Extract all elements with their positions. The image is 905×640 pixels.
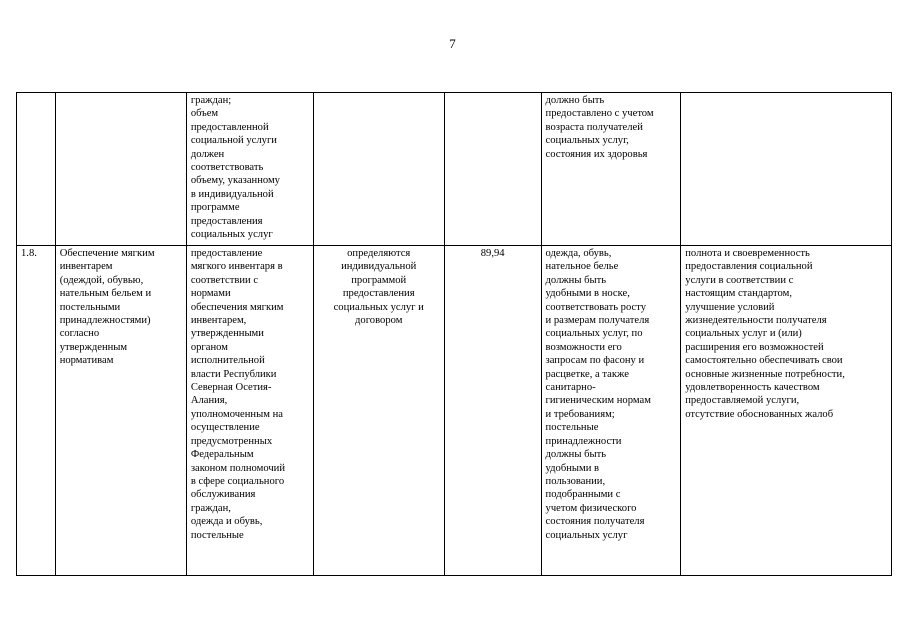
cell-text-line: органом bbox=[190, 341, 228, 353]
cell-text-line: нормативам bbox=[59, 355, 114, 367]
cell-text-line: соответствии с bbox=[190, 274, 259, 286]
cell-service-name bbox=[55, 93, 186, 246]
cell-text-line: и размерам получателя bbox=[545, 315, 650, 327]
cell-text-line: самостоятельно обеспечивать свои bbox=[685, 355, 843, 367]
cell-text-line: возможности его bbox=[545, 341, 622, 353]
cell-text-line: предоставлено с учетом bbox=[545, 108, 654, 120]
cell-text-line: улучшение условий bbox=[685, 301, 775, 313]
cell-text-line: нательным бельем и bbox=[59, 288, 152, 300]
cell-text-line: услуги в соответствии с bbox=[685, 274, 794, 286]
cell-text-line: принадлежности bbox=[545, 435, 622, 447]
cell-text-line: объему, указанному bbox=[190, 175, 280, 187]
cell-text-line: согласно bbox=[59, 328, 100, 340]
cell-number bbox=[17, 93, 56, 246]
cell-text-line: социальных услуг и (или) bbox=[685, 328, 802, 340]
cell-text-line: индивидуальной bbox=[341, 261, 417, 273]
cell-text-line: Северная Осетия- bbox=[190, 382, 272, 394]
cell-text-line: социальной услуги bbox=[190, 135, 277, 147]
cell-text-line: расцветке, а также bbox=[545, 368, 629, 380]
cell-text-line: должны быть bbox=[545, 274, 607, 286]
cell-term bbox=[313, 93, 444, 246]
cell-text-line: уполномоченным на bbox=[190, 408, 283, 420]
cell-text-line: удовлетворенность качеством bbox=[685, 382, 820, 394]
cell-text-line: программе bbox=[190, 202, 240, 214]
cell-text-line: предоставления социальной bbox=[685, 261, 813, 273]
table-row bbox=[17, 246, 892, 576]
table-row bbox=[17, 93, 892, 246]
cell-text-line: обслуживания bbox=[190, 489, 256, 501]
cell-text-line: должно быть bbox=[545, 95, 605, 106]
cell-text-line: принадлежностями) bbox=[59, 315, 151, 327]
cell-term bbox=[313, 246, 444, 576]
cell-text-line: в сфере социального bbox=[190, 475, 285, 487]
cell-evaluation bbox=[681, 246, 892, 576]
cell-evaluation bbox=[681, 93, 892, 246]
cell-text-line: подобранными с bbox=[545, 489, 621, 501]
cell-service-content bbox=[186, 93, 313, 246]
cell-text-line: расширения его возможностей bbox=[685, 341, 824, 353]
cell-text-line: осуществление bbox=[190, 422, 260, 434]
cell-text-line: основные жизненные потребности, bbox=[685, 368, 845, 380]
cell-text-line: санитарно- bbox=[545, 382, 596, 394]
cell-text-line: соответствовать росту bbox=[545, 301, 647, 313]
cell-text-line: утвержденным bbox=[59, 341, 128, 353]
cell-text-line: одежда и обувь, bbox=[190, 516, 263, 528]
cell-text-line: (одеждой, обувью, bbox=[59, 274, 144, 286]
cell-text-line: Федеральным bbox=[190, 449, 254, 461]
service-standards-table bbox=[16, 92, 892, 576]
cell-text-line: социальных услуг bbox=[545, 529, 628, 541]
cell-text-line: законом полномочий bbox=[190, 462, 286, 474]
cell-text-line: нормами bbox=[190, 288, 231, 300]
cell-text-line: удобными в bbox=[545, 462, 600, 474]
cell-text-line: предоставления bbox=[190, 215, 263, 227]
cell-text-line: программой bbox=[351, 274, 407, 286]
cell-text-line: и требованиям; bbox=[545, 408, 615, 420]
cell-text-line: пользовании, bbox=[545, 475, 606, 487]
cell-price bbox=[444, 246, 541, 576]
cell-text-line: исполнительной bbox=[190, 355, 265, 367]
cell-text-line: инвентарем bbox=[59, 261, 113, 273]
cell-price bbox=[444, 93, 541, 246]
cell-text-line: инвентарем, bbox=[190, 315, 247, 327]
cell-text-line: предоставленной bbox=[190, 121, 269, 133]
cell-text: 89,94 bbox=[480, 248, 505, 259]
cell-text-line: договором bbox=[355, 315, 403, 327]
cell-text-line: гигиеническим нормам bbox=[545, 395, 651, 407]
cell-text-line: Алания, bbox=[190, 395, 228, 407]
cell-text-line: объем bbox=[190, 108, 219, 120]
cell-text-line: удобными в носке, bbox=[545, 288, 630, 300]
cell-text-line: граждан, bbox=[190, 502, 231, 514]
cell-text-line: настоящим стандартом, bbox=[685, 288, 792, 300]
cell-text-line: обеспечения мягким bbox=[190, 301, 284, 313]
cell-text-line: определяются bbox=[347, 248, 411, 259]
cell-text-line: запросам по фасону и bbox=[545, 355, 645, 367]
cell-text-line: полнота и своевременность bbox=[685, 248, 810, 259]
cell-number bbox=[17, 246, 56, 576]
cell-text-line: постельные bbox=[545, 422, 599, 434]
cell-text-line: предоставления bbox=[342, 288, 415, 300]
cell-text-line: социальных услуг, по bbox=[545, 328, 643, 340]
cell-text-line: социальных услуг и bbox=[333, 301, 424, 313]
cell-text-line: предусмотренных bbox=[190, 435, 273, 447]
cell-text-line: должен bbox=[190, 148, 225, 160]
cell-quality bbox=[541, 93, 681, 246]
cell-service-content bbox=[186, 246, 313, 576]
cell-text-line: утвержденными bbox=[190, 328, 264, 340]
cell-text-line: власти Республики bbox=[190, 368, 277, 380]
cell-service-name bbox=[55, 246, 186, 576]
cell-text-line: постельными bbox=[59, 301, 121, 313]
cell-text-line: мягкого инвентаря в bbox=[190, 261, 283, 273]
cell-text-line: нательное белье bbox=[545, 261, 619, 273]
cell-text-line: социальных услуг bbox=[190, 229, 273, 241]
cell-text-line: постельные bbox=[190, 529, 244, 541]
cell-text-line: предоставление bbox=[190, 248, 263, 259]
cell-text: 1.8. bbox=[21, 248, 37, 259]
cell-text-line: социальных услуг, bbox=[545, 135, 629, 147]
cell-text-line: состояния получателя bbox=[545, 516, 645, 528]
cell-text-line: граждан; bbox=[190, 95, 232, 106]
cell-text-line: должны быть bbox=[545, 449, 607, 461]
cell-text-line: одежда, обувь, bbox=[545, 248, 612, 259]
cell-text-line: Обеспечение мягким bbox=[59, 248, 155, 259]
cell-quality bbox=[541, 246, 681, 576]
cell-text-line: в индивидуальной bbox=[190, 188, 274, 200]
cell-text-line: отсутствие обоснованных жалоб bbox=[685, 408, 834, 420]
cell-text-line: учетом физического bbox=[545, 502, 637, 514]
page-number: 7 bbox=[449, 36, 456, 51]
cell-text-line: жизнедеятельности получателя bbox=[685, 315, 827, 327]
cell-text-line: соответствовать bbox=[190, 162, 264, 174]
cell-text-line: предоставляемой услуги, bbox=[685, 395, 800, 407]
cell-text-line: состояния их здоровья bbox=[545, 148, 648, 160]
cell-text-line: возраста получателей bbox=[545, 121, 643, 133]
